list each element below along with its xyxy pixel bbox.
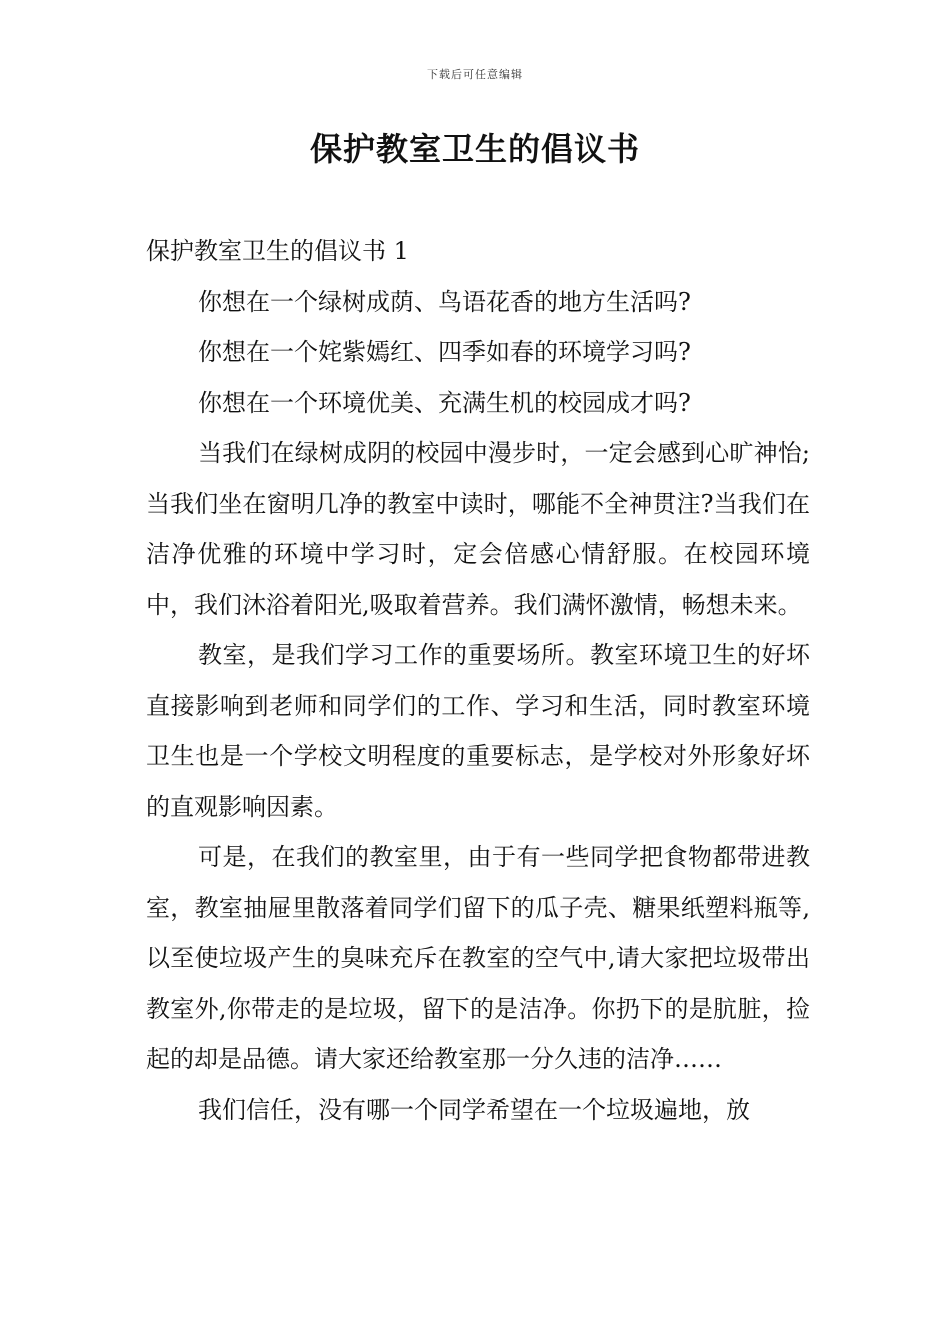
header-note: 下载后可任意编辑: [427, 68, 523, 81]
paragraph: 当我们在绿树成阴的校园中漫步时，一定会感到心旷神怡;当我们坐在窗明几净的教室中读时，哪能不全神贯注?当我们在洁净优雅的环境中学习时，定会倍感心情舒服。在校园环境中，我们沐浴着阳光,吸取着营养。我们满怀激情，畅想未来。: [146, 439, 810, 619]
paragraph: 教室，是我们学习工作的重要场所。教室环境卫生的好坏直接影响到老师和同学们的工作、学习和生活，同时教室环境卫生也是一个学校文明程度的重要标志，是学校对外形象好坏的直观影响因素。: [146, 641, 810, 821]
paragraph: 你想在一个环境优美、充满生机的校园成才吗?: [198, 388, 691, 417]
paragraph: 我们信任，没有哪一个同学希望在一个垃圾遍地，放: [198, 1095, 750, 1124]
document-title: 保护教室卫生的倡议书: [309, 130, 640, 168]
section-heading: 保护教室卫生的倡议书 1: [146, 237, 409, 265]
paragraph: 你想在一个姹紫嫣红、四季如春的环境学习吗?: [198, 338, 691, 366]
paragraph: 你想在一个绿树成荫、鸟语花香的地方生活吗?: [198, 287, 691, 316]
paragraph: 可是，在我们的教室里，由于有一些同学把食物都带进教室，教室抽屉里散落着同学们留下的瓜子壳、糖果纸塑料瓶等,以至使垃圾产生的臭味充斥在教室的空气中,请大家把垃圾带出教室外,你带走的是垃圾，留下的是洁净。你扔下的是肮脏，捡起的却是品德。请大家还给教室那一分久违的洁净……: [146, 843, 810, 1073]
document-body: [146, 226, 810, 1135]
